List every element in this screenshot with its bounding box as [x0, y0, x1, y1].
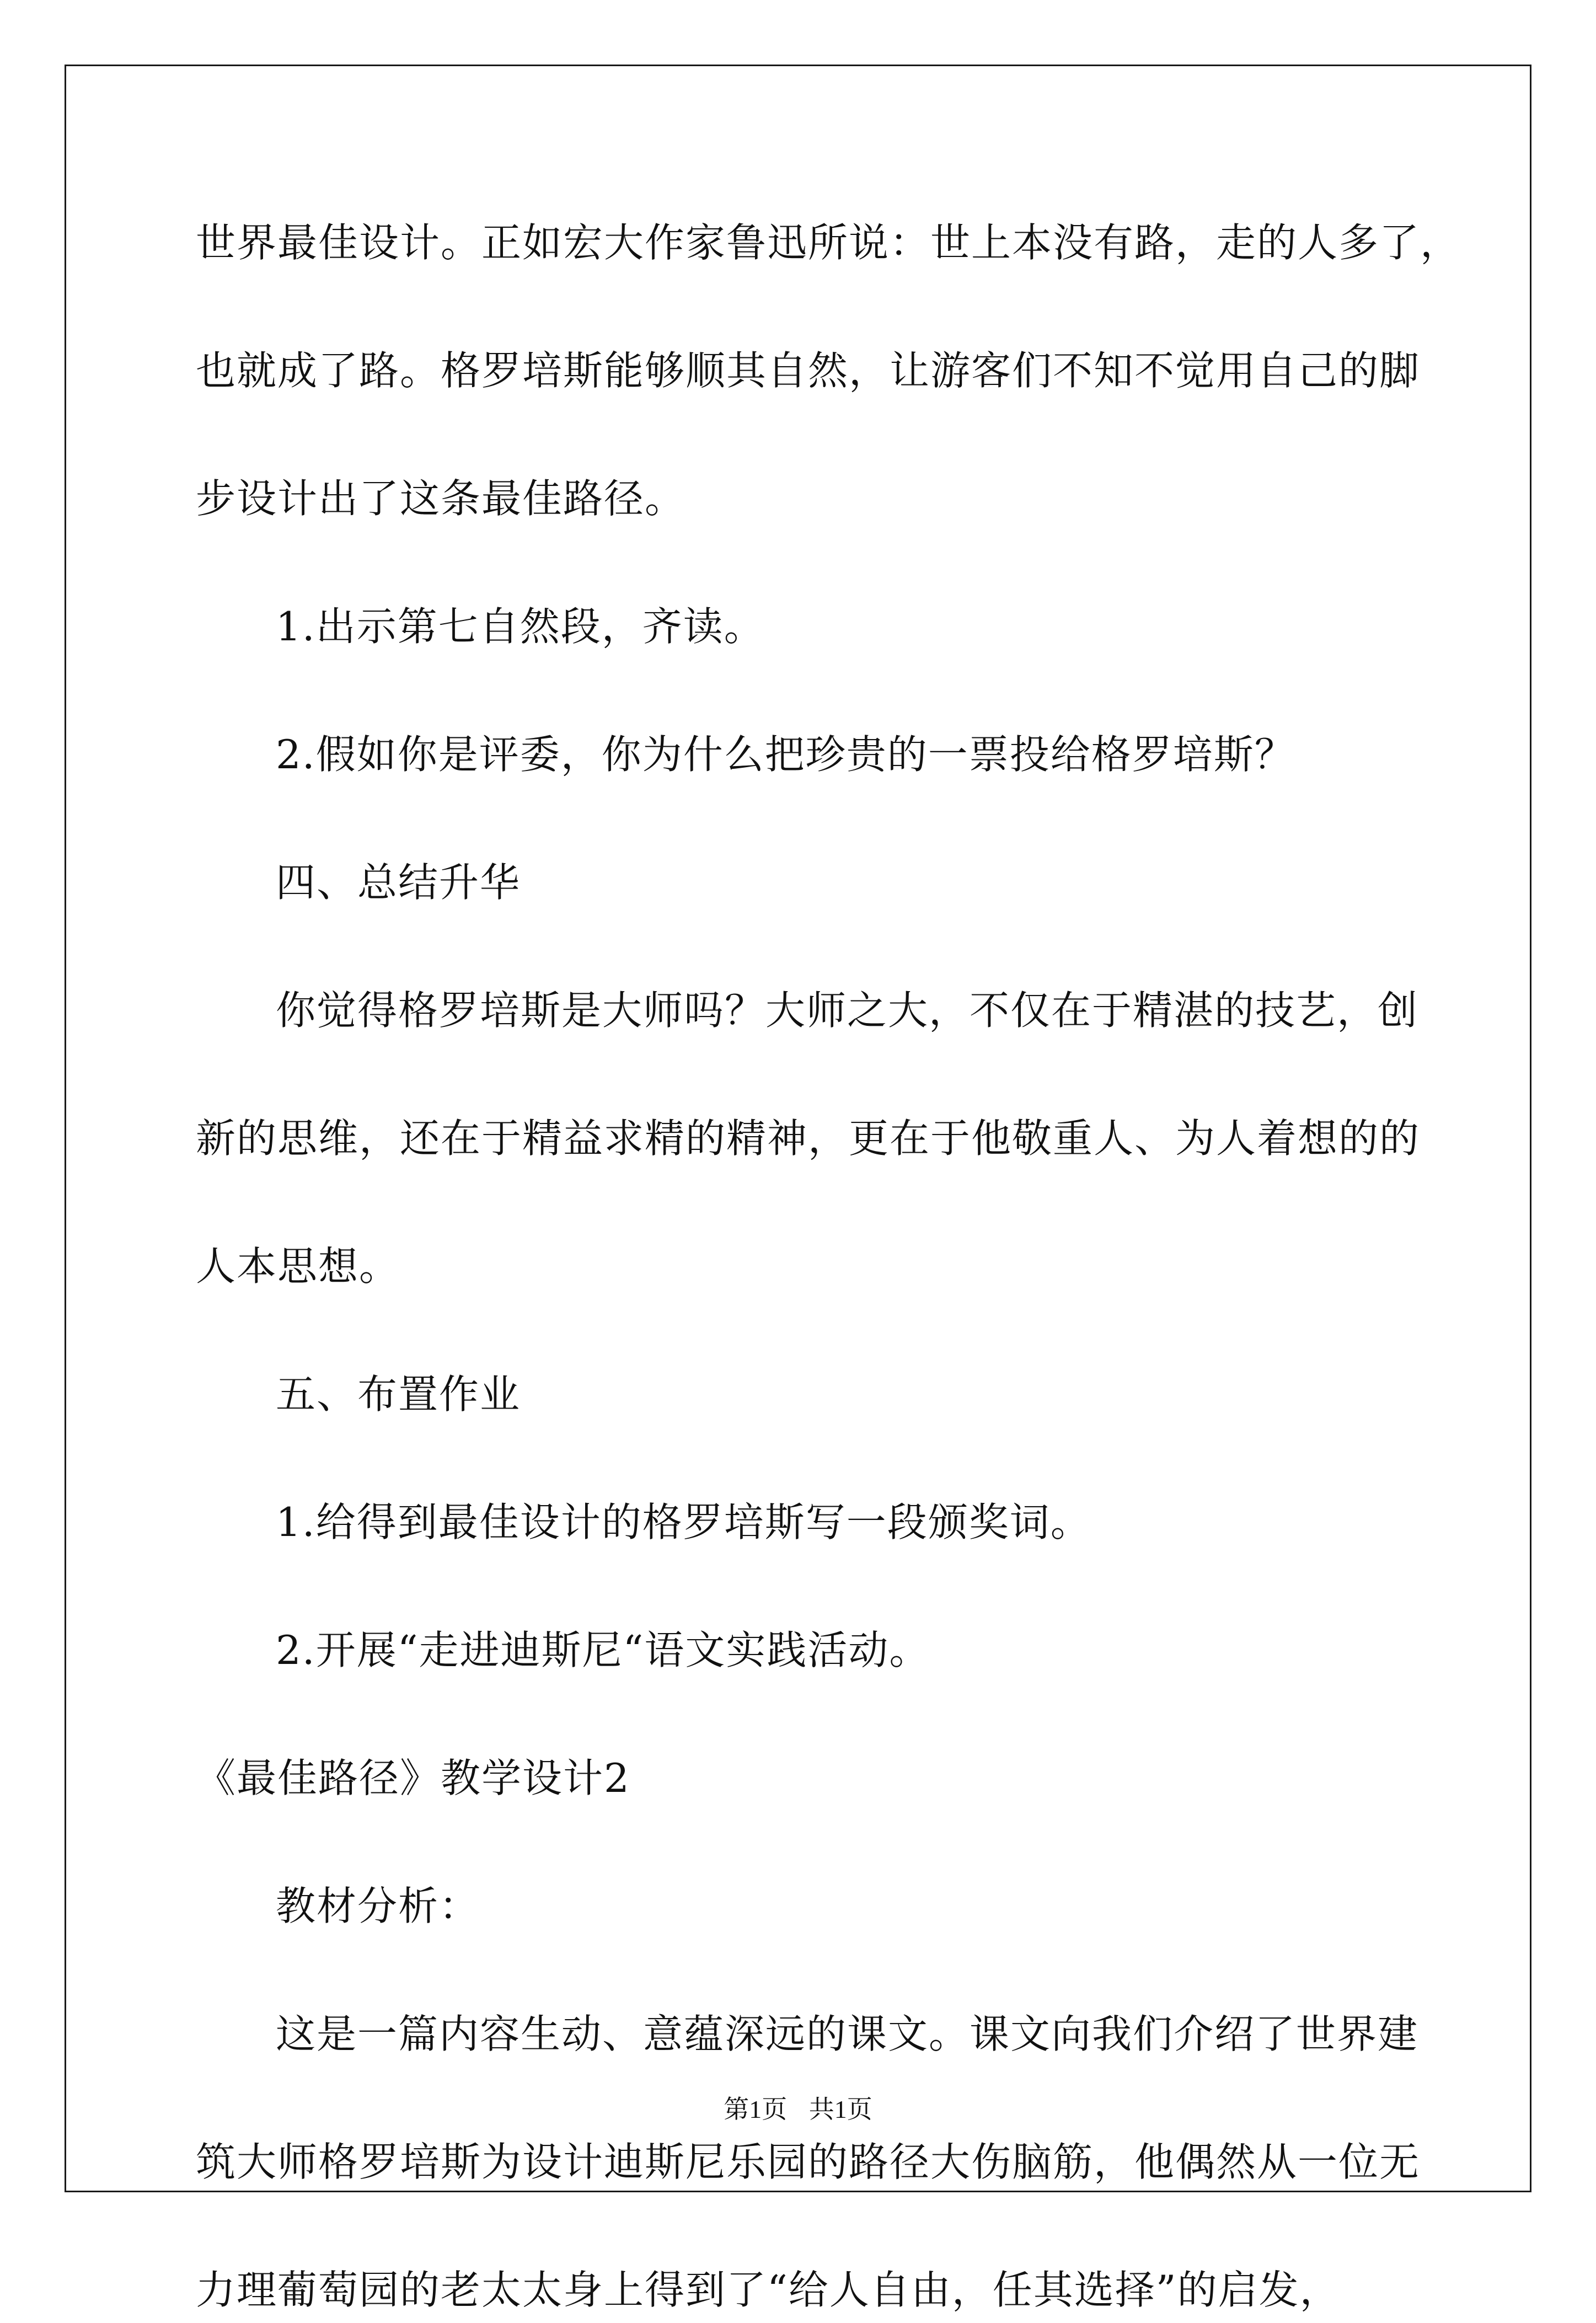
- paragraph-line: 步设计出了这条最佳路径。: [196, 475, 686, 522]
- document-title: 《最佳路径》教学设计2: [196, 1755, 630, 1801]
- paragraph-line: 世界最佳设计。正如宏大作家鲁迅所说：世上本没有路，走的人多了，: [196, 220, 1461, 266]
- page-total: 共1页: [808, 2095, 872, 2123]
- paragraph-line: 新的思维，还在于精益求精的精神，更在于他敬重人、为人着想的的: [196, 1115, 1421, 1162]
- list-item: 2.开展“走进迪斯尼“语文实践活动。: [276, 1627, 930, 1673]
- list-item: 1.出示第七自然段，齐读。: [276, 603, 765, 650]
- list-item: 2.假如你是评委，你为什么把珍贵的一票投给格罗培斯？: [276, 731, 1295, 778]
- paragraph-line: 筑大师格罗培斯为设计迪斯尼乐园的路径大伤脑筋，他偶然从一位无: [196, 2139, 1421, 2185]
- paragraph-line: 人本思想。: [196, 1243, 400, 1289]
- paragraph-line: 也就成了路。格罗培斯能够顺其自然，让游客们不知不觉用自己的脚: [196, 347, 1421, 394]
- paragraph-line: 你觉得格罗培斯是大师吗？大师之大，不仅在于精湛的技艺，创: [276, 987, 1419, 1034]
- page-number: 第1页: [724, 2095, 788, 2123]
- paragraph-line: 力理葡萄园的老太太身上得到了“给人自由，任其选择”的启发，: [196, 2267, 1341, 2313]
- section-heading: 五、布置作业: [276, 1371, 521, 1417]
- section-heading: 教材分析：: [276, 1883, 480, 1929]
- section-heading: 四、总结升华: [276, 859, 521, 906]
- paragraph-line: 这是一篇内容生动、意蕴深远的课文。课文向我们介绍了世界建: [276, 2011, 1419, 2057]
- page-footer: [0, 2093, 1596, 2126]
- list-item: 1.给得到最佳设计的格罗培斯写一段颁奖词。: [276, 1499, 1091, 1545]
